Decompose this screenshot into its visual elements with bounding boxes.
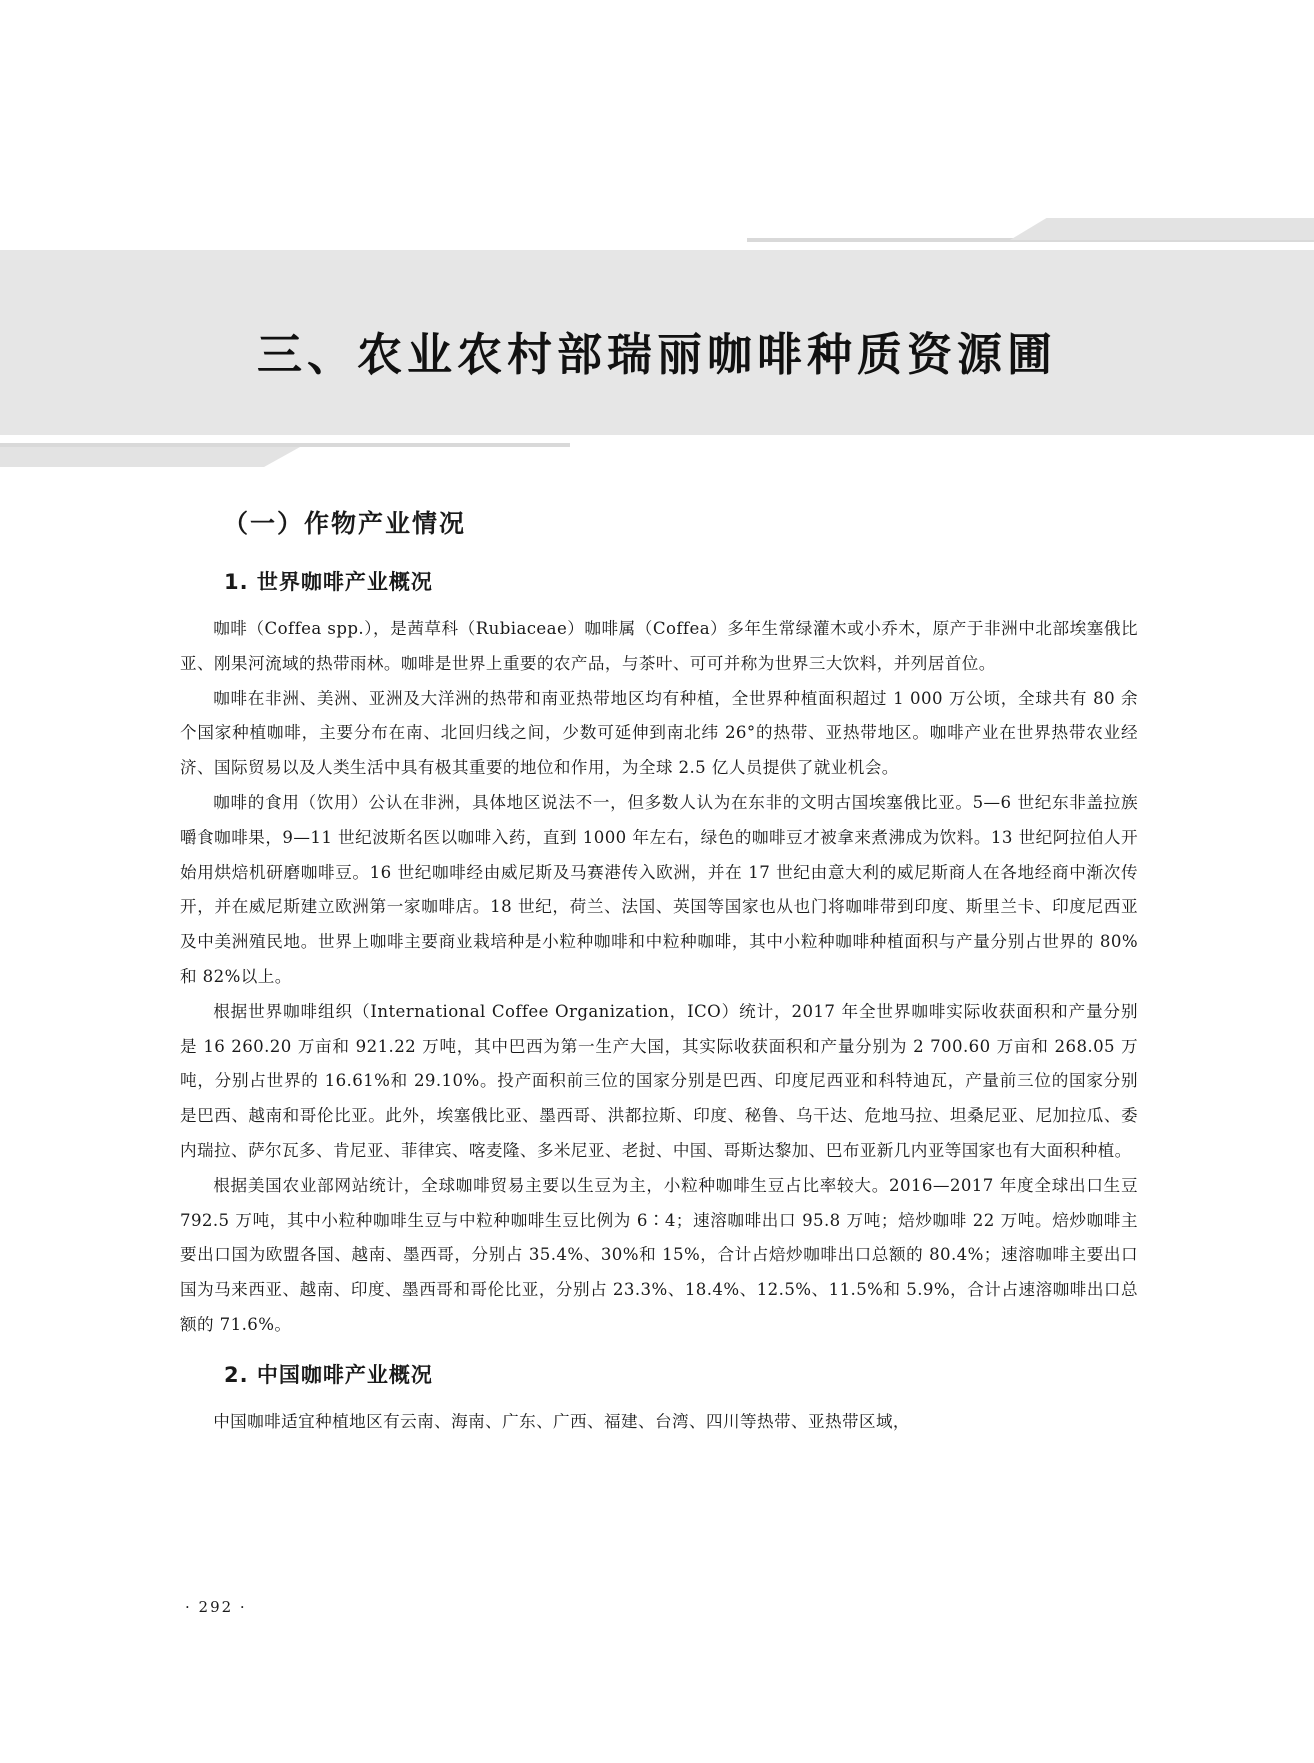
paragraph: 咖啡在非洲、美洲、亚洲及大洋洲的热带和南亚热带地区均有种植，全世界种植面积超过 1 000 万公顷，全球共有 80 余个国家种植咖啡，主要分布在南、北回归线之间，少数可延伸到南北纬 26°的热带、亚热带地区。咖啡产业在世界热带农业经济、国际贸易以及人类生活中具有极其重要的地位和作用，为全球 2.5 亿人员提供了就业机会。: [180, 688, 1138, 778]
paragraph: 根据世界咖啡组织（International Coffee Organization，ICO）统计，2017 年全世界咖啡实际收获面积和产量分别是 16 260.20 万亩和 921.22 万吨，其中巴西为第一生产大国，其实际收获面积和产量分别为 2 700.60 万亩和 268.05 万吨，分别占世界的 16.61%和 29.10%。投产面积前三位的国家分别是巴西、印度尼西亚和科特迪瓦，产量前三位的国家分别是巴西、越南和哥伦比亚。此外，埃塞俄比亚、墨西哥、洪都拉斯、印度、秘鲁、乌干达、危地马拉、坦桑尼亚、尼加拉瓜、委内瑞拉、萨尔瓦多、肯尼亚、菲律宾、喀麦隆、多米尼亚、老挝、中国、哥斯达黎加、巴布亚新几内亚等国家也有大面积种植。: [180, 1001, 1138, 1160]
page-content: [180, 498, 1138, 1440]
chapter-title: 三、农业农村部瑞丽咖啡种质资源圃: [256, 328, 1057, 381]
banner-top-tab: [1010, 218, 1314, 240]
paragraph: 咖啡的食用（饮用）公认在非洲，具体地区说法不一，但多数人认为在东非的文明古国埃塞俄比亚。5—6 世纪东非盖拉族嚼食咖啡果，9—11 世纪波斯名医以咖啡入药，直到 1000 年左右，绿色的咖啡豆才被拿来煮沸成为饮料。13 世纪阿拉伯人开始用烘焙机研磨咖啡豆。16 世纪咖啡经由威尼斯及马赛港传入欧洲，并在 17 世纪由意大利的威尼斯商人在各地经商中渐次传开，并在威尼斯建立欧洲第一家咖啡店。18 世纪，荷兰、法国、英国等国家也从也门将咖啡带到印度、斯里兰卡、印度尼西亚及中美洲殖民地。世界上咖啡主要商业栽培种是小粒种咖啡和中粒种咖啡，其中小粒种咖啡种植面积与产量分别占世界的 80%和 82%以上。: [180, 792, 1138, 986]
page-number: · 292 ·: [185, 1598, 247, 1616]
paragraph: 中国咖啡适宜种植地区有云南、海南、广东、广西、福建、台湾、四川等热带、亚热带区域，: [213, 1411, 910, 1431]
banner-bottom-line: [0, 443, 570, 447]
subsection-heading-world: 1. 世界咖啡产业概况: [224, 570, 433, 594]
section-heading: （一）作物产业情况: [223, 509, 467, 538]
subsection-heading-china: 2. 中国咖啡产业概况: [224, 1362, 433, 1387]
banner-bottom-tab: [0, 447, 300, 467]
paragraph: 咖啡（Coffea spp.），是茜草科（Rubiaceae）咖啡属（Coffea）多年生常绿灌木或小乔木，原产于非洲中北部埃塞俄比亚、刚果河流域的热带雨林。咖啡是世界上重要的农产品，与茶叶、可可并称为世界三大饮料，并列居首位。: [180, 619, 1138, 673]
paragraph: 根据美国农业部网站统计，全球咖啡贸易主要以生豆为主，小粒种咖啡生豆占比率较大。2016—2017 年度全球出口生豆 792.5 万吨，其中小粒种咖啡生豆与中粒种咖啡生豆比例为 6∶4；速溶咖啡出口 95.8 万吨；焙炒咖啡 22 万吨。焙炒咖啡主要出口国为欧盟各国、越南、墨西哥，分别占 35.4%、30%和 15%，合计占焙炒咖啡出口总额的 80.4%；速溶咖啡主要出口国为马来西亚、越南、印度、墨西哥和哥伦比亚，分别占 23.3%、18.4%、12.5%、11.5%和 5.9%，合计占速溶咖啡出口总额的 71.6%。: [180, 1175, 1138, 1334]
